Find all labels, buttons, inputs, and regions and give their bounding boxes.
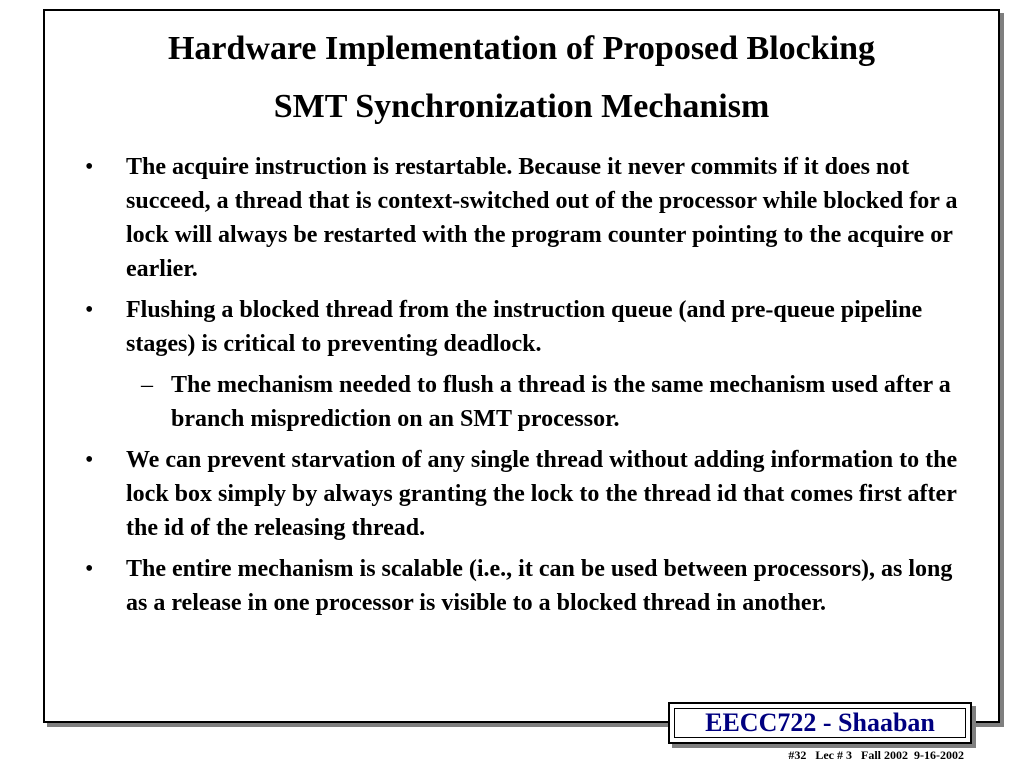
title-line-1: Hardware Implementation of Proposed Blocking — [167, 30, 876, 67]
bullet-acquire-restartable — [85, 150, 975, 286]
sub-bullet-marker: – — [141, 372, 153, 398]
slide-title — [45, 20, 998, 136]
title-line-2: SMT Synchronization Mechanism — [273, 88, 770, 125]
bullet-text: We can prevent starvation of any single thread without adding information to the lock box simply by always granting the lock to the thread id that comes first after the id of the releasing thread. — [126, 447, 958, 541]
bullet-marker: • — [85, 447, 94, 473]
course-label-box — [668, 702, 972, 744]
bullet-marker: • — [85, 297, 94, 323]
slide-meta: #32 Lec # 3 Fall 2002 9-16-2002 — [788, 748, 964, 762]
bullet-scalable — [85, 552, 975, 620]
bullet-text: Flushing a blocked thread from the instruction queue (and pre-queue pipeline stages) is critical to preventing deadlock. — [126, 297, 923, 357]
sub-bullet-text: The mechanism needed to flush a thread is the same mechanism used after a branch misprediction on an SMT processor. — [171, 372, 951, 432]
bullet-marker: • — [85, 154, 94, 180]
course-label: EECC722 - Shaaban — [705, 708, 935, 737]
sub-bullet-flush-mechanism — [85, 368, 975, 436]
bullet-text: The entire mechanism is scalable (i.e., it can be used between processors), as long as a release in one processor is visible to a blocked thread in another. — [126, 556, 953, 616]
bullet-text: The acquire instruction is restartable. Because it never commits if it does not succeed, a thread that is context-switched out of the processor while blocked for a lock will always be restarted with the program counter pointing to the acquire or earlier. — [126, 154, 958, 282]
bullet-list — [85, 150, 975, 627]
bullet-marker: • — [85, 556, 94, 582]
bullet-starvation — [85, 443, 975, 545]
bullet-flushing — [85, 293, 975, 361]
